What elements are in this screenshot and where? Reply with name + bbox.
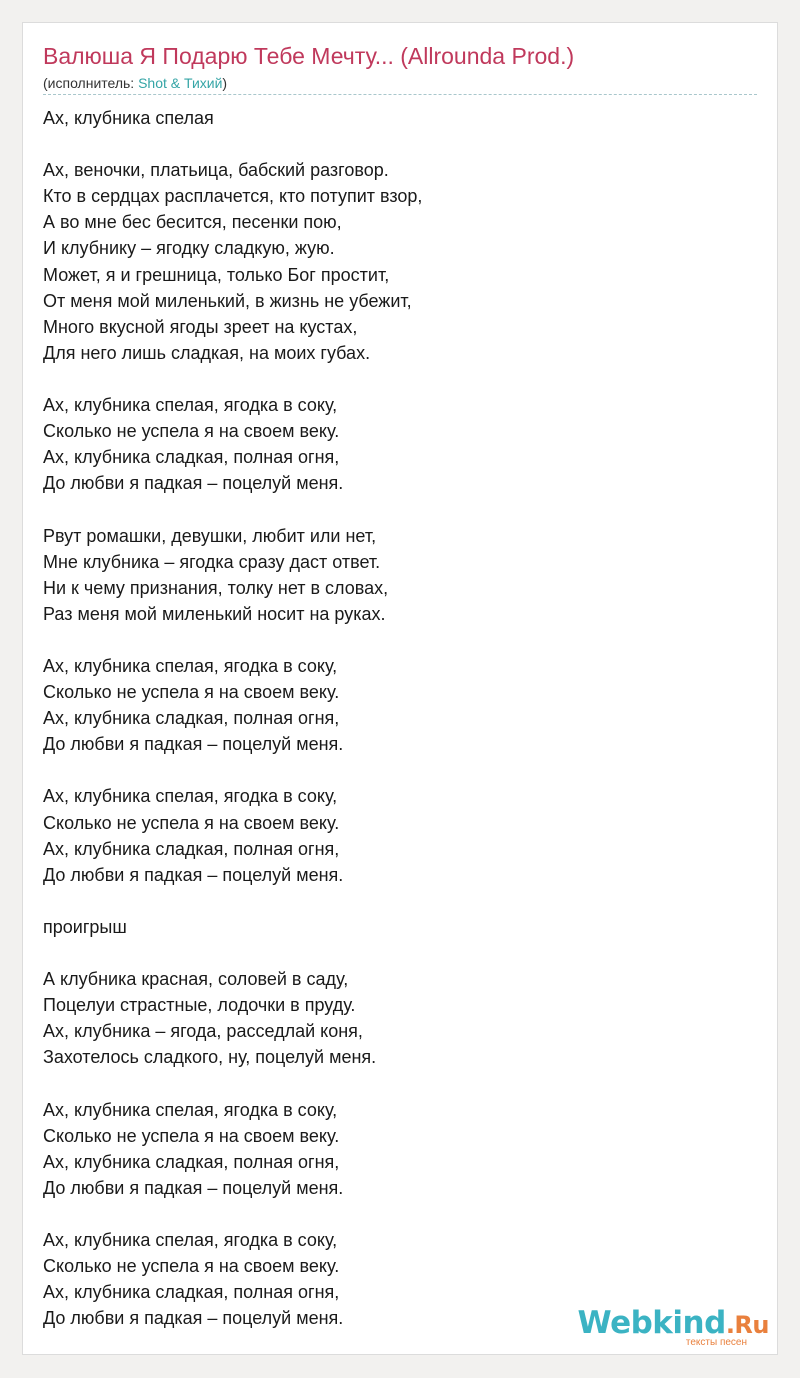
lyrics-line: До любви я падкая – поцелуй меня. <box>43 734 344 755</box>
lyrics-line: Поцелуи страстные, лодочки в пруду. <box>43 995 356 1016</box>
lyrics-blank-line <box>43 940 743 966</box>
performer-line <box>43 75 227 91</box>
song-title: Валюша Я Подарю Тебе Мечту... (Allrounda Prod.) <box>43 43 575 69</box>
lyrics-line: Рвут ромашки, девушки, любит или нет, <box>43 525 377 546</box>
lyrics-line: От меня мой миленький, в жизнь не убежит, <box>43 290 412 311</box>
lyrics-line: проигрыш <box>43 916 127 937</box>
lyrics-line: Для него лишь сладкая, на моих губах. <box>43 342 371 363</box>
lyrics-line: Ах, клубника спелая, ягодка в соку, <box>43 395 338 416</box>
lyrics-text <box>43 105 743 1331</box>
lyrics-line: Ах, клубника сладкая, полная огня, <box>43 1282 340 1303</box>
lyrics-line: Ах, веночки, платьица, бабский разговор. <box>43 160 389 181</box>
logo-tagline: тексты песен <box>685 1337 747 1348</box>
lyrics-line: Кто в сердцах расплачется, кто потупит взор, <box>43 186 423 207</box>
lyrics-blank-line <box>43 1070 743 1096</box>
logo-brand: Webkind <box>577 1305 726 1341</box>
logo-tld: .Ru <box>725 1311 769 1339</box>
lyrics-line: Ах, клубника спелая, ягодка в соку, <box>43 786 338 807</box>
lyrics-blank-line <box>43 496 743 522</box>
header-divider <box>43 94 757 95</box>
lyrics-line: А во мне бес бесится, песенки пою, <box>43 212 342 233</box>
lyrics-line: Ах, клубника – ягода, расседлай коня, <box>43 1021 363 1042</box>
lyrics-blank-line <box>43 131 743 157</box>
site-logo[interactable] <box>578 1307 770 1348</box>
lyrics-line: До любви я падкая – поцелуй меня. <box>43 473 344 494</box>
lyrics-line: До любви я падкая – поцелуй меня. <box>43 864 344 885</box>
lyrics-line: Ах, клубника спелая, ягодка в соку, <box>43 1099 338 1120</box>
performer-suffix: ) <box>222 75 228 91</box>
lyrics-line: Раз меня мой миленький носит на руках. <box>43 603 386 624</box>
lyrics-line: До любви я падкая – поцелуй меня. <box>43 1308 344 1329</box>
lyrics-line: Сколько не успела я на своем веку. <box>43 1256 340 1277</box>
lyrics-line: Сколько не успела я на своем веку. <box>43 812 340 833</box>
lyrics-line: До любви я падкая – поцелуй меня. <box>43 1177 344 1198</box>
lyrics-line: Ах, клубника спелая, ягодка в соку, <box>43 1230 338 1251</box>
lyrics-line: Много вкусной ягоды зреет на кустах, <box>43 316 358 337</box>
lyrics-card <box>22 22 778 1355</box>
lyrics-blank-line <box>43 757 743 783</box>
lyrics-line: Ах, клубника сладкая, полная огня, <box>43 838 340 859</box>
lyrics-line: Может, я и грешница, только Бог простит, <box>43 264 390 285</box>
lyrics-blank-line <box>43 1201 743 1227</box>
performer-prefix: (исполнитель: <box>43 75 139 91</box>
lyrics-line: Ах, клубника сладкая, полная огня, <box>43 447 340 468</box>
lyrics-line: А клубника красная, соловей в саду, <box>43 969 349 990</box>
lyrics-line: Сколько не успела я на своем веку. <box>43 1125 340 1146</box>
lyrics-line: Ни к чему признания, толку нет в словах, <box>43 577 389 598</box>
lyrics-line: Ах, клубника спелая, ягодка в соку, <box>43 655 338 676</box>
lyrics-line: Ах, клубника сладкая, полная огня, <box>43 708 340 729</box>
lyrics-line: И клубнику – ягодку сладкую, жую. <box>43 238 335 259</box>
lyrics-line: Сколько не успела я на своем веку. <box>43 682 340 703</box>
lyrics-line: Ах, клубника спелая <box>43 108 214 128</box>
lyrics-line: Мне клубника – ягодка сразу даст ответ. <box>43 551 381 572</box>
lyrics-line: Ах, клубника сладкая, полная огня, <box>43 1151 340 1172</box>
lyrics-blank-line <box>43 888 743 914</box>
lyrics-blank-line <box>43 627 743 653</box>
lyrics-blank-line <box>43 366 743 392</box>
performer-link[interactable]: Shot & Тихий <box>138 75 223 91</box>
lyrics-line: Захотелось сладкого, ну, поцелуй меня. <box>43 1047 377 1068</box>
lyrics-line: Сколько не успела я на своем веку. <box>43 421 340 442</box>
